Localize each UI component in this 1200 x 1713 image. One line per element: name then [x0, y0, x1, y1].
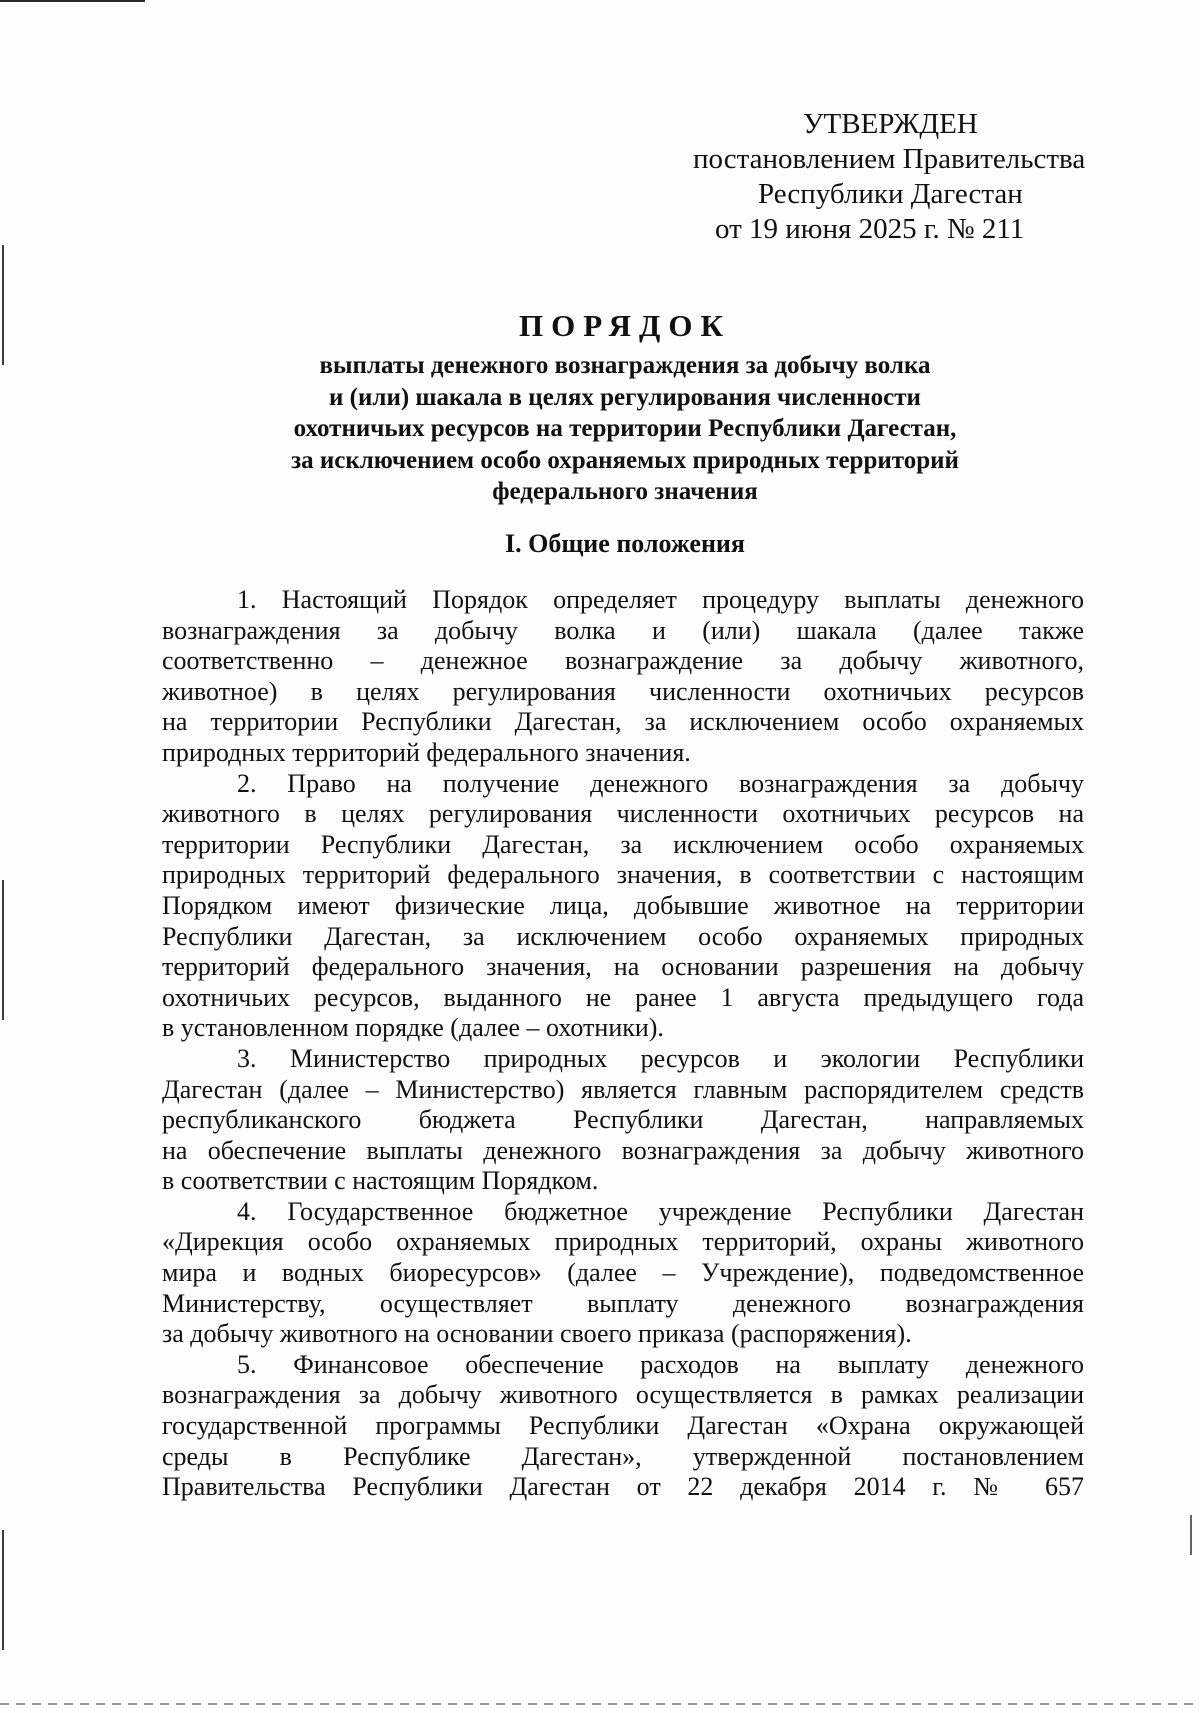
- paragraph-line: 3. Министерство природных ресурсов и экологии Республики: [237, 1043, 1084, 1073]
- paragraph-line: на территории Республики Дагестан, за исключением особо охраняемых: [162, 707, 1084, 737]
- paragraph-line: территории Республики Дагестан, за исключением особо охраняемых: [162, 829, 1084, 859]
- scan-artifact-right-mark: [1190, 1515, 1192, 1555]
- paragraph-line: 2. Право на получение денежного вознаграждения за добычу: [237, 768, 1084, 798]
- subtitle-line: за исключением особо охраняемых природных территорий: [291, 446, 959, 474]
- paragraph-line: среды в Республике Дагестан», утвержденной постановлением: [162, 1441, 1084, 1471]
- scan-artifact-left-mark: [2, 245, 4, 365]
- paragraph-line: животного в целях регулирования численности охотничьих ресурсов на: [162, 799, 1084, 829]
- paragraph-line: вознаграждения за добычу животного осуществляется в рамках реализации: [162, 1380, 1084, 1410]
- approval-line: УТВЕРЖДЕН: [803, 108, 978, 140]
- paragraph-line: охотничьих ресурсов, выданного не ранее 1 августа предыдущего года: [162, 982, 1084, 1012]
- paragraph-line: республиканского бюджета Республики Дагестан, направляемых: [162, 1105, 1084, 1135]
- paragraph-line: соответственно – денежное вознаграждение за добычу животного,: [162, 646, 1084, 676]
- scan-artifact-bottom-line: [0, 1703, 1200, 1705]
- paragraph: [162, 1044, 1084, 1197]
- paragraph-line: Дагестан (далее – Министерство) является главным распорядителем средств: [162, 1074, 1084, 1104]
- paragraph-line: природных территорий федерального значения.: [162, 737, 691, 767]
- paragraph-line: на обеспечение выплаты денежного вознаграждения за добычу животного: [162, 1135, 1084, 1165]
- subtitle-line: охотничьих ресурсов на территории Республики Дагестан,: [293, 415, 957, 442]
- section-heading: I. Общие положения: [505, 529, 745, 558]
- paragraph-line: Республики Дагестан, за исключением особо охраняемых природных: [162, 921, 1084, 951]
- document-body: [162, 585, 1084, 1503]
- subtitle-line: и (или) шакала в целях регулирования численности: [329, 383, 921, 411]
- approval-line: от 19 июня 2025 г. № 211: [715, 213, 1025, 245]
- paragraph-line: 5. Финансовое обеспечение расходов на выплату денежного: [237, 1349, 1084, 1379]
- paragraph: [162, 1197, 1084, 1350]
- scan-artifact-top-line: [0, 0, 145, 2]
- paragraph: [162, 585, 1084, 769]
- paragraph-line: 1. Настоящий Порядок определяет процедуру выплаты денежного: [237, 585, 1084, 614]
- subtitle-line: выплаты денежного вознаграждения за добычу волка: [319, 352, 931, 379]
- paragraph-line: за добычу животного на основании своего приказа (распоряжения).: [162, 1319, 912, 1349]
- approval-line: постановлением Правительства: [693, 143, 1086, 175]
- paragraph: [162, 1350, 1084, 1503]
- paragraph-line: «Дирекция особо охраняемых природных территорий, охраны животного: [162, 1227, 1084, 1257]
- document-title: ПОРЯДОК: [519, 308, 731, 343]
- paragraph-line: в соответствии с настоящим Порядком.: [162, 1166, 599, 1196]
- paragraph-line: в установленном порядке (далее – охотники).: [162, 1013, 664, 1043]
- paragraph-line: животное) в целях регулирования численности охотничьих ресурсов: [162, 676, 1084, 706]
- scan-artifact-left-mark: [2, 1530, 4, 1650]
- paragraph-line: природных территорий федерального значения, в соответствии с настоящим: [162, 860, 1084, 890]
- paragraph-line: 4. Государственное бюджетное учреждение Республики Дагестан: [237, 1196, 1084, 1226]
- scan-artifact-left-mark: [2, 880, 4, 1020]
- approval-line: Республики Дагестан: [758, 178, 1023, 210]
- subtitle-line: федерального значения: [492, 478, 758, 505]
- paragraph-line: Правительства Республики Дагестан от 22 декабря 2014 г. № 657: [162, 1472, 1084, 1502]
- paragraph-line: территорий федерального значения, на основании разрешения на добычу: [162, 952, 1084, 982]
- approval-stamp-block: [690, 107, 1090, 247]
- paragraph-line: мира и водных биоресурсов» (далее – Учреждение), подведомственное: [162, 1258, 1084, 1288]
- paragraph-line: вознаграждения за добычу волка и (или) шакала (далее также: [162, 615, 1084, 645]
- paragraph-line: Порядком имеют физические лица, добывшие животное на территории: [162, 890, 1084, 920]
- paragraph-line: государственной программы Республики Дагестан «Охрана окружающей: [162, 1411, 1084, 1441]
- title-block: [160, 306, 1090, 508]
- paragraph-line: Министерству, осуществляет выплату денежного вознаграждения: [162, 1288, 1084, 1318]
- document-subtitle: [160, 350, 1090, 508]
- paragraph: [162, 769, 1084, 1044]
